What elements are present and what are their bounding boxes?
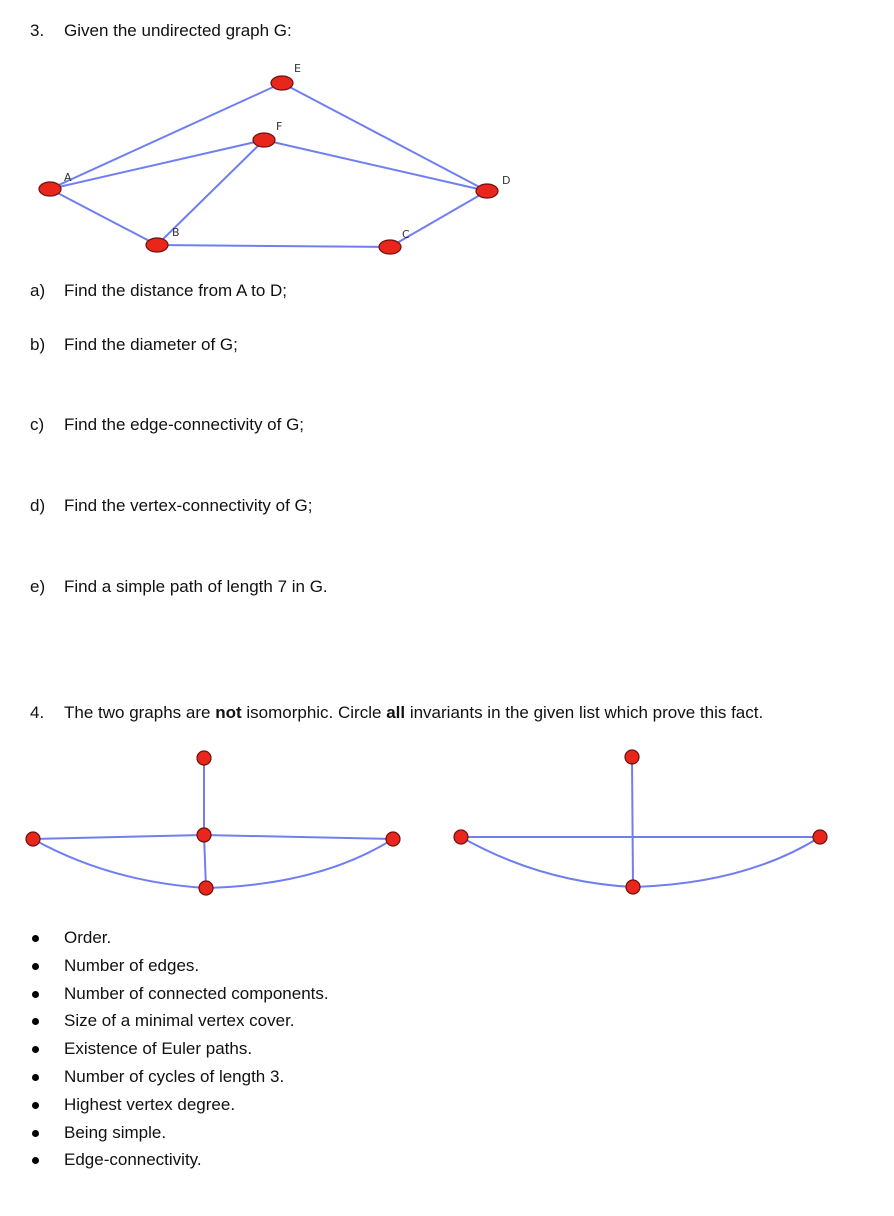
node-e xyxy=(271,76,293,90)
q3-part-a xyxy=(30,281,287,301)
list-item[interactable]: Order. xyxy=(30,927,329,955)
q4-text-2: isomorphic. Circle xyxy=(241,703,387,722)
list-item[interactable]: Number of edges. xyxy=(30,955,329,983)
graph-g xyxy=(0,50,894,320)
edge xyxy=(204,835,206,888)
node xyxy=(199,881,213,895)
q4-number: 4. xyxy=(30,703,45,722)
edge-a-b xyxy=(50,189,157,245)
edge-e-d xyxy=(282,83,487,191)
node xyxy=(26,832,40,846)
edge xyxy=(632,757,633,887)
q4-bold-all: all xyxy=(386,703,406,722)
q4-text-1: The two graphs are xyxy=(64,703,216,722)
list-item[interactable]: Being simple. xyxy=(30,1122,329,1150)
edge xyxy=(33,835,204,839)
edge-f-d xyxy=(264,140,487,191)
part-text: Find the diameter of G; xyxy=(64,335,238,354)
q3-header xyxy=(30,21,292,41)
list-item[interactable]: Edge-connectivity. xyxy=(30,1149,329,1177)
list-item[interactable]: Existence of Euler paths. xyxy=(30,1038,329,1066)
edge xyxy=(461,837,633,887)
graph-left xyxy=(26,751,400,895)
q3-number: 3. xyxy=(30,21,45,40)
node xyxy=(813,830,827,844)
list-item[interactable]: Number of cycles of length 3. xyxy=(30,1066,329,1094)
node-label-e: E xyxy=(294,62,301,75)
part-text: Find the vertex-connectivity of G; xyxy=(64,496,313,515)
part-label: a) xyxy=(30,281,46,300)
node xyxy=(625,750,639,764)
node xyxy=(197,828,211,842)
node xyxy=(197,751,211,765)
edge xyxy=(204,835,393,839)
edge xyxy=(206,839,393,888)
edge-b-c xyxy=(157,245,390,247)
node xyxy=(454,830,468,844)
part-label: d) xyxy=(30,496,46,515)
q3-prompt: Given the undirected graph G: xyxy=(64,21,292,40)
q4-bold-not: not xyxy=(215,703,242,722)
node-label-c: C xyxy=(402,228,410,241)
graph-right xyxy=(454,750,827,894)
node-label-f: F xyxy=(276,120,283,133)
node-c xyxy=(379,240,401,254)
q3-part-e xyxy=(30,577,328,597)
edge xyxy=(633,837,820,887)
edge-a-e xyxy=(50,83,282,189)
q4-text-3: invariants in the given list which prove this fact. xyxy=(405,703,764,722)
part-label: c) xyxy=(30,415,45,434)
invariants-list xyxy=(30,927,329,1177)
node-label-a: A xyxy=(64,171,72,184)
node-label-d: D xyxy=(502,174,511,187)
part-text: Find the distance from A to D; xyxy=(64,281,288,300)
q3-part-d xyxy=(30,496,313,516)
list-item[interactable]: Number of connected components. xyxy=(30,983,329,1011)
part-text: Find the edge-connectivity of G; xyxy=(64,415,305,434)
node-d xyxy=(476,184,498,198)
edge xyxy=(33,839,206,888)
node-a xyxy=(39,182,61,196)
q4-graphs xyxy=(0,740,894,910)
list-item[interactable]: Size of a minimal vertex cover. xyxy=(30,1010,329,1038)
edge-a-f xyxy=(50,140,264,189)
part-text: Find a simple path of length 7 in G. xyxy=(64,577,328,596)
q4-header xyxy=(30,703,763,723)
node-b xyxy=(146,238,168,252)
list-item[interactable]: Highest vertex degree. xyxy=(30,1094,329,1122)
q3-part-b xyxy=(30,335,238,355)
node xyxy=(626,880,640,894)
part-label: b) xyxy=(30,335,46,354)
node xyxy=(386,832,400,846)
node-label-b: B xyxy=(172,226,180,239)
q3-part-c xyxy=(30,415,304,435)
node-f xyxy=(253,133,275,147)
part-label: e) xyxy=(30,577,46,596)
